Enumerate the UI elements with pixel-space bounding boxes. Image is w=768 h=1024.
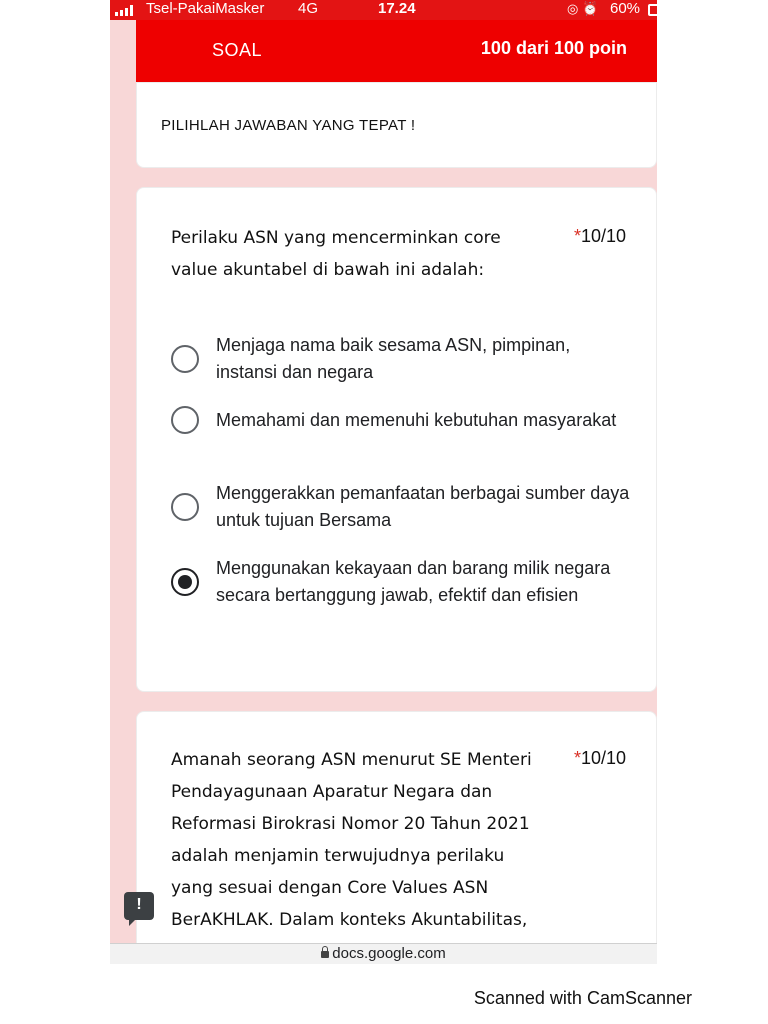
option-label: Menggerakkan pemanfaatan berbagai sumber daya untuk tujuan Bersama: [216, 483, 630, 530]
radio-button[interactable]: [171, 345, 199, 373]
radio-button[interactable]: [171, 493, 199, 521]
carrier-name: Tsel-PakaiMasker: [146, 0, 265, 17]
answer-option[interactable]: [171, 406, 631, 434]
lock-icon: [321, 951, 329, 958]
answer-option[interactable]: [171, 480, 631, 533]
required-mark: *: [573, 226, 581, 246]
battery-icon: [648, 4, 657, 16]
instruction-card: [136, 82, 657, 168]
answer-option[interactable]: [171, 332, 631, 385]
instruction-text: PILIHLAH JAWABAN YANG TEPAT !: [161, 117, 416, 134]
url-bar[interactable]: [110, 943, 657, 964]
signal-icon: [115, 4, 133, 16]
question-text: Amanah seorang ASN menurut SE Menteri Pendayagunaan Aparatur Negara dan Reformasi Birokrasi Nomor 20 Tahun 2021 adalah menjamin terwujudnya perilaku yang sesuai dengan Core Values ASN BerAKHLAK. Dalam konteks Akuntabilitas,: [171, 750, 532, 930]
question-points: [574, 226, 626, 247]
option-label: Memahami dan memenuhi kebutuhan masyarakat: [216, 409, 617, 430]
points-value: 10/10: [580, 748, 626, 768]
battery-percent: 60%: [610, 0, 641, 17]
question-card: [136, 187, 657, 692]
total-score: 100 dari 100 poin: [480, 38, 627, 58]
url-text: docs.google.com: [332, 945, 446, 962]
points-value: 10/10: [580, 226, 626, 246]
radio-button[interactable]: [171, 406, 199, 434]
question-points: [574, 748, 626, 769]
quiz-header: [136, 20, 657, 82]
radio-button-selected[interactable]: [171, 568, 199, 596]
network-type: 4G: [298, 0, 319, 17]
status-bar: [110, 0, 657, 20]
status-time: 17.24: [378, 0, 416, 17]
feedback-icon[interactable]: !: [124, 892, 154, 920]
question-card: [136, 711, 657, 964]
alarm-icon: ◎ ⏰: [567, 1, 599, 16]
question-text: Perilaku ASN yang mencerminkan core value akuntabel di bawah ini adalah:: [171, 228, 501, 280]
phone-screen: [110, 0, 657, 964]
required-mark: *: [573, 748, 581, 768]
option-label: Menjaga nama baik sesama ASN, pimpinan, instansi dan negara: [216, 335, 571, 382]
header-title: SOAL: [212, 40, 263, 60]
option-label: Menggunakan kekayaan dan barang milik negara secara bertanggung jawab, efektif dan efisien: [216, 558, 611, 605]
scanner-watermark: Scanned with CamScanner: [473, 988, 692, 1008]
answer-option-selected[interactable]: [171, 555, 631, 608]
